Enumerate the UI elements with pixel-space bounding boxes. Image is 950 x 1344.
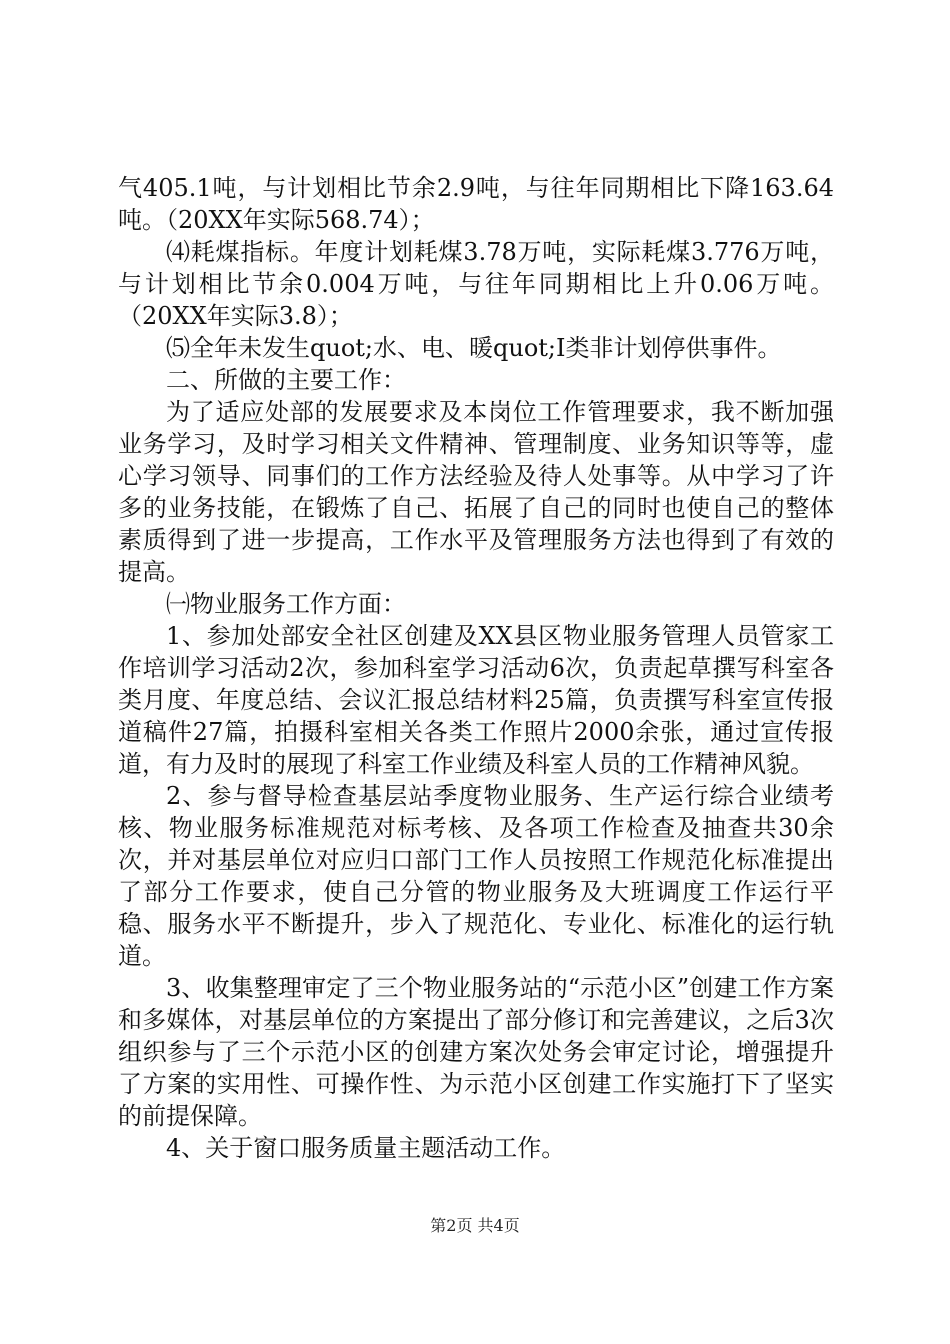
paragraph-item-3: 3、收集整理审定了三个物业服务站的“示范小区”创建工作方案和多媒体，对基层单位的方案提出了部分修订和完善建议，之后3次组织参与了三个示范小区的创建方案次处务会审定讨论，增强提升了方案的实用性、可操作性、为示范小区创建工作实施打下了坚实的前提保障。 [118,974,834,1130]
subsection-heading-property-service: ㈠物业服务工作方面： [166,590,406,618]
paragraph-coal-indicator: ⑷耗煤指标。年度计划耗煤3.78万吨，实际耗煤3.776万吨，与计划相比节余0.004万吨，与往年同期相比上升0.06万吨。（20XX年实际3.8）； [118,238,834,330]
section-heading-main-work: 二、所做的主要工作： [166,366,406,394]
paragraph-learning: 为了适应处部的发展要求及本岗位工作管理要求，我不断加强业务学习，及时学习相关文件精神、管理制度、业务知识等等，虚心学习领导、同事们的工作方法经验及待人处事等。从中学习了许多的业务技能，在锻炼了自己、拓展了自己的同时也使自己的整体素质得到了进一步提高，工作水平及管理服务方法也得到了有效的提高。 [118,398,834,586]
paragraph-no-outage: ⑸全年未发生quot;水、电、暖quot;Ⅰ类非计划停供事件。 [166,334,782,362]
paragraph-item-4: 4、关于窗口服务质量主题活动工作。 [166,1134,566,1162]
paragraph-gas-savings: 气405.1吨，与计划相比节余2.9吨，与往年同期相比下降163.64吨。（20XX年实际568.74）； [118,174,834,234]
paragraph-item-2: 2、参与督导检查基层站季度物业服务、生产运行综合业绩考核、物业服务标准规范对标考核、及各项工作检查及抽查共30余次，并对基层单位对应归口部门工作人员按照工作规范化标准提出了部分工作要求，使自己分管的物业服务及大班调度工作运行平稳、服务水平不断提升，步入了规范化、专业化、标准化的运行轨道。 [118,782,834,970]
page-footer [0,1216,950,1236]
paragraph-item-1: 1、参加处部安全社区创建及XX县区物业服务管理人员管家工作培训学习活动2次，参加科室学习活动6次，负责起草撰写科室各类月度、年度总结、会议汇报总结材料25篇，负责撰写科室宣传报道稿件27篇，拍摄科室相关各类工作照片2000余张，通过宣传报道，有力及时的展现了科室工作业绩及科室人员的工作精神风貌。 [118,622,834,778]
page-number-label: 第2页 共4页 [430,1216,520,1235]
document-body [118,172,834,1164]
